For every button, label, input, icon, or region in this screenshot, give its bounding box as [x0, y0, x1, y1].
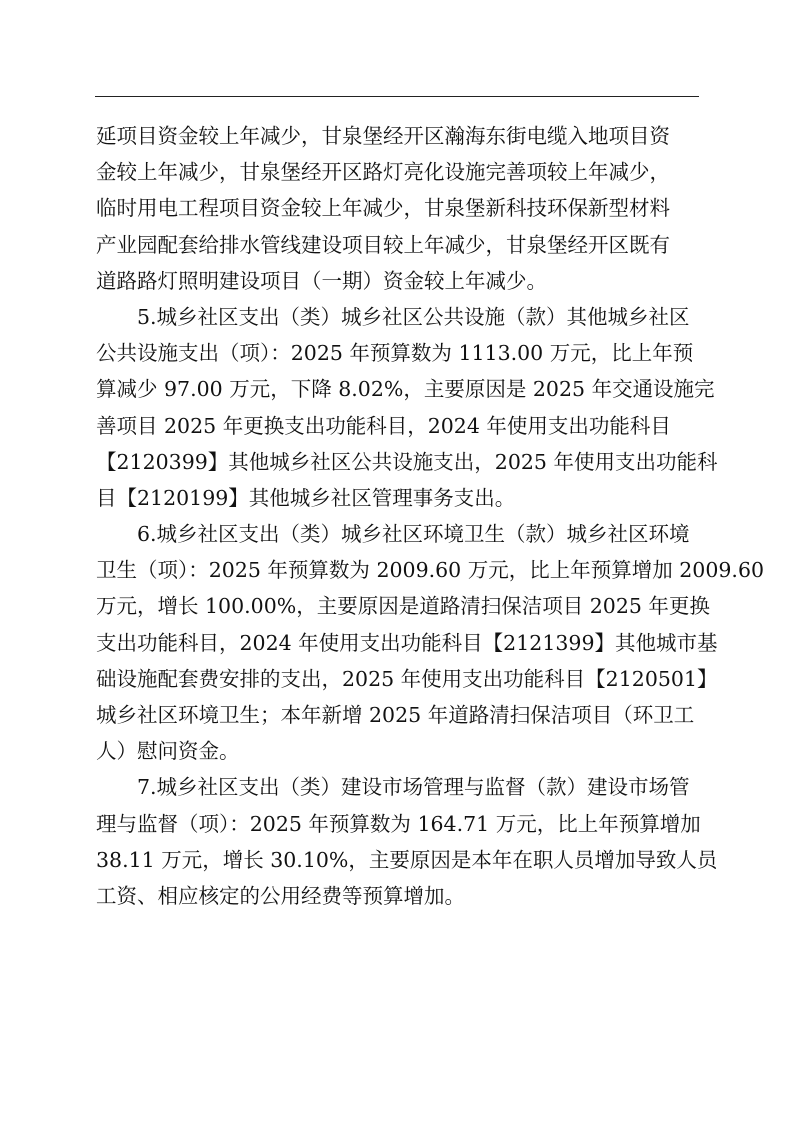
text-line: 善项目 2025 年更换支出功能科目，2024 年使用支出功能科目 [96, 413, 671, 438]
text-line: 延项目资金较上年减少，甘泉堡经开区瀚海东街电缆入地项目资 [96, 124, 670, 148]
text-line: 支出功能科目，2024 年使用支出功能科目【2121399】其他城市基 [96, 630, 718, 655]
text-line: 理与监督（项）：2025 年预算数为 164.71 万元，比上年预算增加 [96, 811, 701, 836]
text-line: 38.11 万元，增长 30.10%，主要原因是本年在职人员增加导致人员 [96, 847, 718, 872]
text-line: 卫生（项）：2025 年预算数为 2009.60 万元，比上年预算增加 2009.60 [96, 558, 765, 583]
text-line: 临时用电工程项目资金较上年减少，甘泉堡新科技环保新型材料 [96, 196, 670, 221]
text-line: 【2120399】其他城乡社区公共设施支出，2025 年使用支出功能科 [96, 449, 718, 474]
paragraph-5-heading-line: 5.城乡社区支出（类）城乡社区公共设施（款）其他城乡社区 [96, 304, 690, 329]
text-line: 目【2120199】其他城乡社区管理事务支出。 [96, 485, 516, 510]
text-line: 城乡社区环境卫生；本年新增 2025 年道路清扫保洁项目（环卫工 [96, 703, 695, 727]
header-rule [95, 96, 699, 97]
text-line: 工资、相应核定的公用经费等预算增加。 [96, 883, 465, 908]
text-line: 产业园配套给排水管线建设项目较上年减少，甘泉堡经开区既有 [96, 232, 670, 257]
paragraph-6-heading-line: 6.城乡社区支出（类）城乡社区环境卫生（款）城乡社区环境 [96, 522, 690, 547]
text-line: 算减少 97.00 万元，下降 8.02%，主要原因是 2025 年交通设施完 [96, 377, 715, 402]
text-line: 人）慰问资金。 [96, 739, 240, 764]
text-line: 公共设施支出（项）：2025 年预算数为 1113.00 万元，比上年预 [96, 341, 694, 366]
paragraph-7-heading-line: 7.城乡社区支出（类）建设市场管理与监督（款）建设市场管 [96, 775, 690, 800]
body-text [96, 118, 765, 914]
text-line: 万元，增长 100.00%，主要原因是道路清扫保洁项目 2025 年更换 [96, 594, 710, 619]
text-line: 础设施配套费安排的支出，2025 年使用支出功能科目【2120501】 [96, 666, 718, 691]
text-line: 金较上年减少，甘泉堡经开区路灯亮化设施完善项较上年减少， [96, 160, 670, 185]
text-line: 道路路灯照明建设项目（一期）资金较上年减少。 [96, 268, 547, 293]
